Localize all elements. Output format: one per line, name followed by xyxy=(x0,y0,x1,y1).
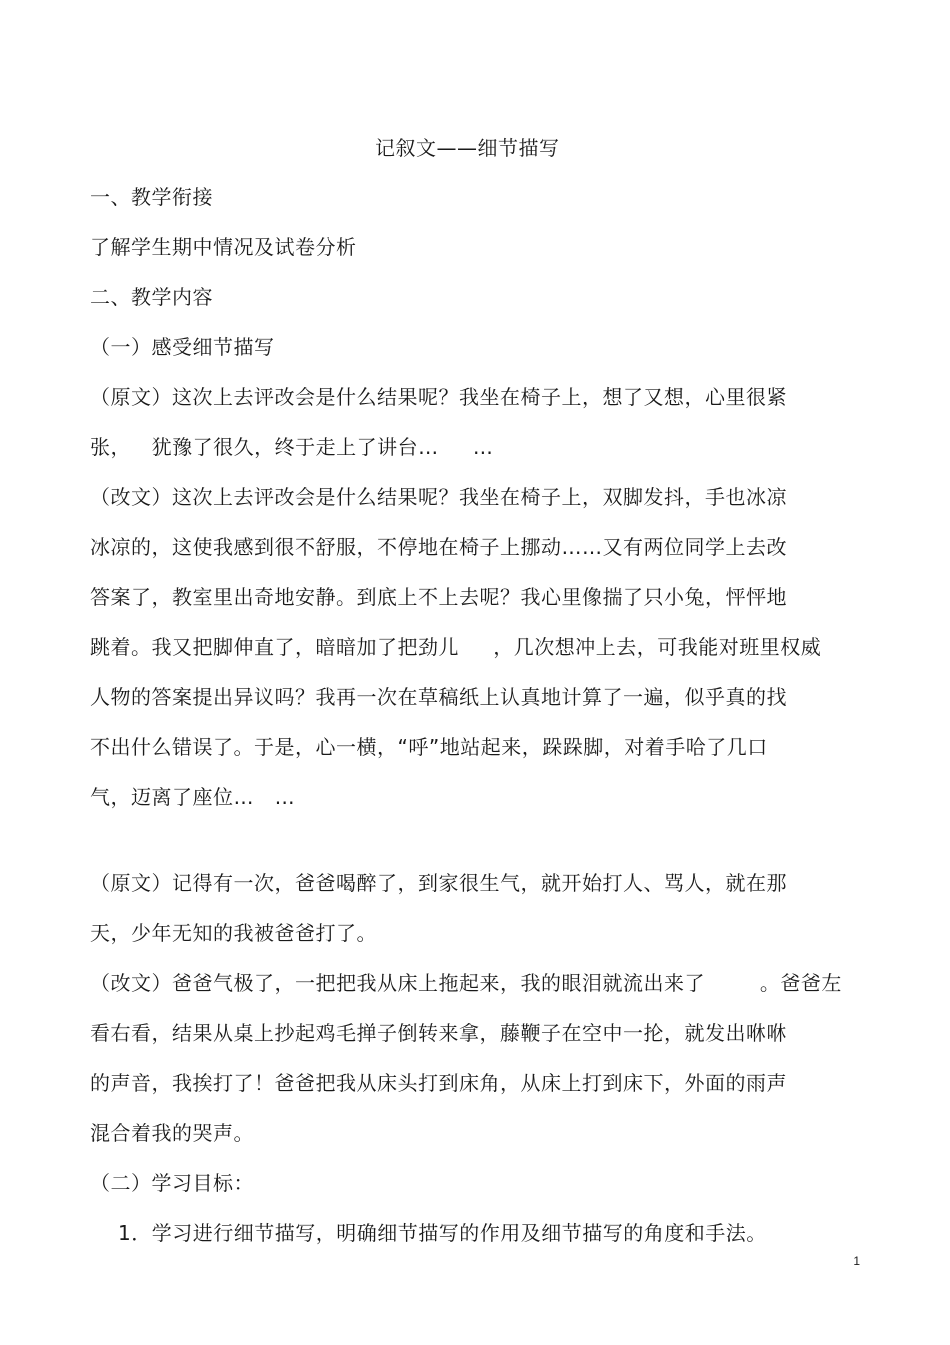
para4-line: 看右看，结果从桌上抄起鸡毛掸子倒转来拿，藤鞭子在空中一抡，就发出咻咻 xyxy=(90,1021,787,1045)
para2-line: 气，迈离了座位… … xyxy=(90,785,296,809)
para4-line: （改文）爸爸气极了，一把把我从床上拖起来，我的眼泪就流出来了 。爸爸左 xyxy=(90,971,842,995)
para2-line: 答案了，教室里出奇地安静。到底上不上去呢？我心里像揣了只小兔，怦怦地 xyxy=(90,585,787,609)
section-heading-2: 二、教学内容 xyxy=(90,285,213,309)
para2-line: （改文）这次上去评改会是什么结果呢？我坐在椅子上，双脚发抖，手也冰凉 xyxy=(90,485,787,509)
para3-line: （原文）记得有一次，爸爸喝醉了，到家很生气，就开始打人、骂人，就在那 xyxy=(90,871,787,895)
para3-line: 天，少年无知的我被爸爸打了。 xyxy=(90,921,377,945)
para2-line: 冰凉的，这使我感到很不舒服，不停地在椅子上挪动……又有两位同学上去改 xyxy=(90,535,787,559)
goal-item-1: 1．学习进行细节描写，明确细节描写的作用及细节描写的角度和手法。 xyxy=(118,1221,767,1245)
subsection-heading-1: （一）感受细节描写 xyxy=(90,335,275,359)
subsection-heading-2: （二）学习目标： xyxy=(90,1171,254,1195)
para2-line: 不出什么错误了。于是，心一横，“呼”地站起来，跺跺脚，对着手哈了几口 xyxy=(90,735,768,759)
para1-line: （原文）这次上去评改会是什么结果呢？我坐在椅子上，想了又想，心里很紧 xyxy=(90,385,787,409)
document-title: 记叙文——细节描写 xyxy=(375,136,560,160)
para2-line: 跳着。我又把脚伸直了，暗暗加了把劲儿 ，几次想冲上去，可我能对班里权威 xyxy=(90,635,822,659)
intro-line: 了解学生期中情况及试卷分析 xyxy=(90,235,357,259)
page-number: 1 xyxy=(853,1254,860,1268)
section-heading-1: 一、教学衔接 xyxy=(90,185,213,209)
para1-line: 张， 犹豫了很久，终于走上了讲台… … xyxy=(90,435,494,459)
para4-line: 的声音，我挨打了！爸爸把我从床头打到床角，从床上打到床下，外面的雨声 xyxy=(90,1071,787,1095)
para4-line: 混合着我的哭声。 xyxy=(90,1121,254,1145)
para2-line: 人物的答案提出异议吗？我再一次在草稿纸上认真地计算了一遍，似乎真的找 xyxy=(90,685,787,709)
